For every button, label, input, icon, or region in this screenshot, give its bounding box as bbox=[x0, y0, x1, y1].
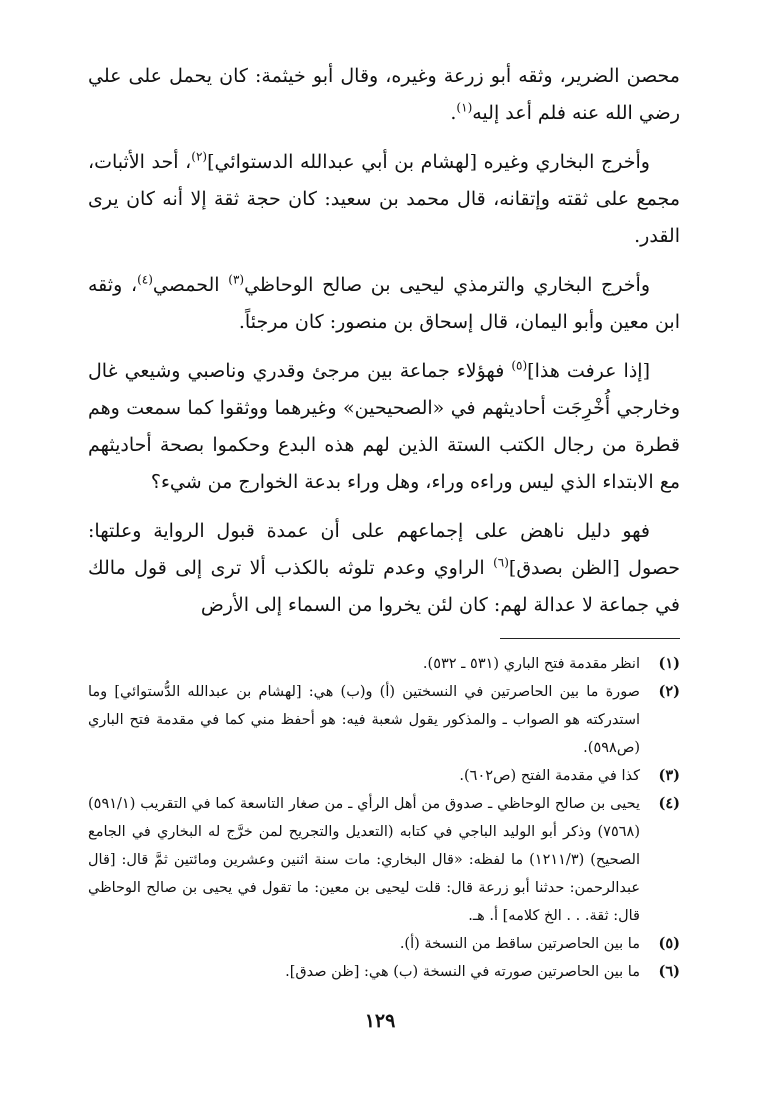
body-text-run: ، أحد الأثبات، مجمع على ثقته وإتقانه، قال محمد بن سعيد: كان حجة ثقة إلا أنه كان يرى القدر. bbox=[88, 151, 680, 247]
page-number: ١٢٩ bbox=[364, 1010, 396, 1032]
footnote-number: (٦) bbox=[658, 963, 680, 980]
body-paragraph bbox=[88, 513, 680, 624]
footnote-text: صورة ما بين الحاصرتين في النسختين (أ) و(ب) هي: [لهشام بن عبدالله الدُّستوائي] وما استدركته هو الصواب ـ والمذكور يقول شعبة فيه: هو أحفظ مني كما في مقدمة فتح الباري (ص٥٩٨). bbox=[88, 684, 640, 756]
body-paragraph bbox=[88, 144, 680, 255]
footnote-number: (٥) bbox=[658, 935, 680, 952]
body-text-run: [إذا عرفت هذا] bbox=[527, 360, 650, 382]
footnote-text: ما بين الحاصرتين ساقط من النسخة (أ). bbox=[399, 936, 640, 952]
main-text bbox=[88, 58, 680, 624]
body-text-run: الحمصي bbox=[152, 274, 229, 296]
footnotes bbox=[88, 650, 680, 986]
body-paragraph bbox=[88, 267, 680, 341]
footnote-number: (٢) bbox=[658, 683, 680, 700]
footnote-ref: (٢) bbox=[191, 149, 208, 164]
footnote-text: انظر مقدمة فتح الباري (٥٣١ ـ ٥٣٢). bbox=[422, 656, 640, 672]
footnote bbox=[88, 790, 680, 930]
footnote-text: يحيى بن صالح الوحاظي ـ صدوق من أهل الرأي ـ من صغار التاسعة كما في التقريب (٥٩١/١) (٧٥٦٨) وذكر أبو الوليد الباجي في كتابه (التعديل والتجريح لمن خرَّج له البخاري في الجامع الصحيح) (١٢١١/٣) ما لفظه: «قال البخاري: مات سنة اثنين وعشرين ومائتين ثمَّ قال: [قال عبدالرحمن: حدثنا أبو زرعة قال: قلت ليحيى بن معين: ما تقول في يحيى بن صالح الوحاظي قال: ثقة. . . الخ كلامه] أ. هـ. bbox=[88, 796, 640, 924]
body-text-run: الراوي وعدم تلوثه بالكذب ألا ترى إلى قول مالك في جماعة لا عدالة لهم: كان لئن يخروا من السماء إلى الأرض bbox=[88, 557, 680, 616]
footnote-number: (١) bbox=[658, 655, 680, 672]
footnote bbox=[88, 762, 680, 790]
footnote-number: (٣) bbox=[658, 767, 680, 784]
body-text-run: محصن الضرير، وثقه أبو زرعة وغيره، وقال أبو خيثمة: كان يحمل على علي رضي الله عنه فلم أعد إليه bbox=[88, 65, 680, 124]
footnote bbox=[88, 678, 680, 762]
footnote-ref: (٤) bbox=[137, 272, 153, 287]
footnote-ref: (٥) bbox=[511, 358, 528, 373]
footnote-text: كذا في مقدمة الفتح (ص٦٠٢). bbox=[459, 768, 640, 784]
footnote-ref: (٦) bbox=[493, 555, 509, 570]
page-body bbox=[88, 58, 680, 636]
body-text-run: ، وثقه ابن معين وأبو اليمان، قال إسحاق بن منصور: كان مرجئاً. bbox=[88, 274, 680, 333]
footnote bbox=[88, 650, 680, 678]
footnote bbox=[88, 958, 680, 986]
footnote-ref: (٣) bbox=[228, 272, 245, 287]
body-paragraph bbox=[88, 353, 680, 501]
body-text-run: . bbox=[450, 102, 457, 124]
footnote-separator bbox=[500, 638, 680, 639]
footnote-ref: (١) bbox=[456, 100, 473, 115]
footnote-text: ما بين الحاصرتين صورته في النسخة (ب) هي: [ظن صدق]. bbox=[285, 964, 640, 980]
body-text-run: وأخرج البخاري والترمذي ليحيى بن صالح الوحاظي bbox=[244, 274, 651, 296]
body-text-run: فهؤلاء جماعة بين مرجئ وقدري وناصبي وشيعي غال وخارجي أُخْرِجَت أحاديثهم في «الصحيحين» وغيرهما ووثقوا كما سمعت وهم قطرة من رجال الكتب الستة الذين لهم هذه البدع وحكموا بصحة أحاديثهم مع الابتداء الذي ليس وراءه وراء، وهل وراء بدعة الخوارج من شيء؟ bbox=[88, 360, 680, 493]
body-text-run: فهو دليل ناهض على إجماعهم على أن عمدة قبول الرواية وعلتها: حصول [الظن بصدق] bbox=[88, 520, 680, 579]
footnote bbox=[88, 930, 680, 958]
footnote-number: (٤) bbox=[658, 795, 680, 812]
body-text-run: وأخرج البخاري وغيره [لهشام بن أبي عبدالله الدستوائي] bbox=[207, 151, 650, 173]
body-paragraph bbox=[88, 58, 680, 132]
